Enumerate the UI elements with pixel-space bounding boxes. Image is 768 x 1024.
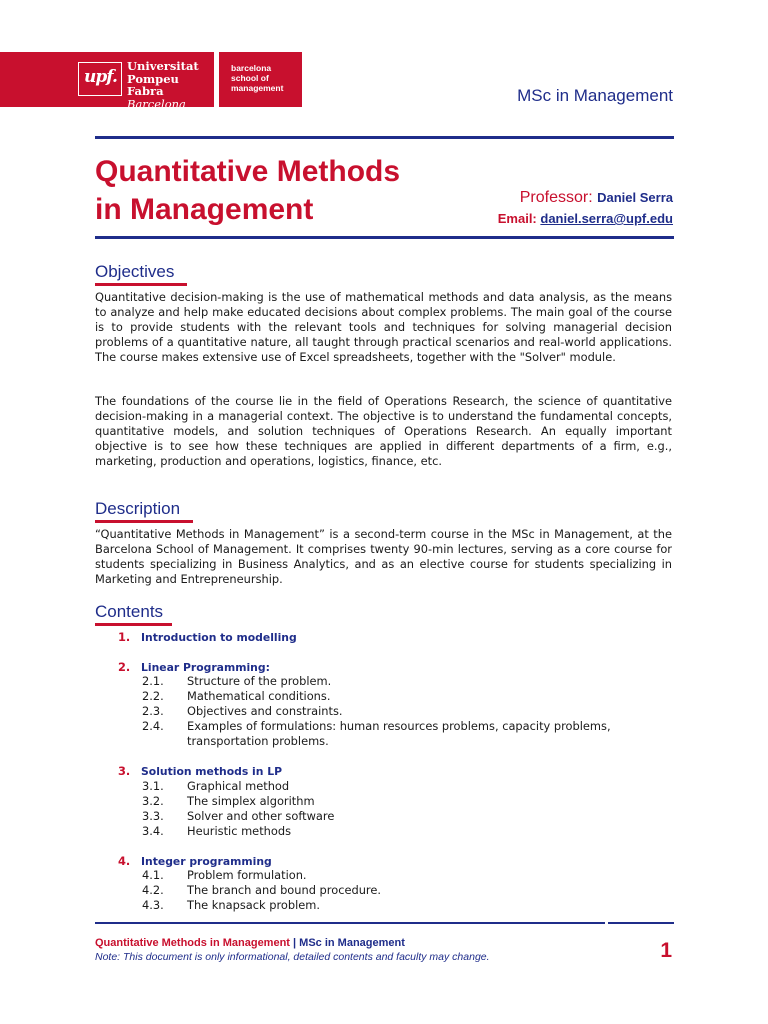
item-title: Integer programming xyxy=(141,855,272,868)
upf-name-line3: Barcelona xyxy=(127,96,186,111)
footer-title xyxy=(95,937,405,949)
subitem-number: 2.2. xyxy=(142,689,164,703)
objectives-heading: Objectives xyxy=(95,262,175,281)
bsm-line3: management xyxy=(231,83,284,93)
item-number: 2. xyxy=(118,660,131,674)
item-number: 1. xyxy=(118,630,131,644)
footer-program: MSc in Management xyxy=(299,937,405,949)
footer-course: Quantitative Methods in Management xyxy=(95,937,290,949)
subitem-text: Problem formulation. xyxy=(187,868,307,882)
professor-info xyxy=(520,189,673,207)
subitem-text: Heuristic methods xyxy=(187,824,292,838)
subitem-text: The branch and bound procedure. xyxy=(187,883,381,897)
title-divider xyxy=(95,236,674,239)
subitem-number: 4.2. xyxy=(142,883,164,897)
contents-item-number xyxy=(118,854,130,869)
contents-item-number xyxy=(118,764,130,779)
contents-heading: Contents xyxy=(95,602,164,621)
contents-item-title xyxy=(141,854,272,869)
subitem-number: 2.4. xyxy=(142,719,164,733)
upf-name xyxy=(127,60,214,110)
upf-name-line1: Universitat xyxy=(127,59,199,73)
objectives-paragraph-2: The foundations of the course lie in the field of Operations Research, the science of quantitative decision-making in a managerial context. The objective is to understand the fundamental concepts, quantitative models, and solution techniques of Operations Research. An equally important objective is to see how these techniques are applied in different departments of a firm, e.g., marketing, production and operations, logistics, finance, etc. xyxy=(95,394,672,468)
subitem-number: 4.3. xyxy=(142,898,164,912)
footer-divider xyxy=(95,922,605,924)
subitem-number: 3.1. xyxy=(142,779,164,793)
item-number: 4. xyxy=(118,854,131,868)
objectives-paragraph-1: Quantitative decision-making is the use of mathematical methods and data analysis, as the means to analyze and help make educated decisions about complex problems. The main goal of the course is to provide students with the relevant tools and techniques for solving managerial decision problems of a quantitative nature, all taught through practical scenarios and real-world applications. The course makes extensive use of Excel spreadsheets, together with the "Solver" module. xyxy=(95,290,672,364)
subitem-number: 3.4. xyxy=(142,824,164,838)
professor-name: Daniel Serra xyxy=(597,190,673,205)
upf-logo-text: upf. xyxy=(84,67,117,87)
bsm-line2: school of xyxy=(231,73,269,83)
contents-underline xyxy=(95,623,172,626)
header-divider xyxy=(95,136,674,139)
subitem-number: 2.3. xyxy=(142,704,164,718)
subitem-number: 2.1. xyxy=(142,674,164,688)
course-title xyxy=(95,153,400,229)
item-title: Linear Programming: xyxy=(141,661,270,674)
professor-label: Professor: xyxy=(519,189,593,206)
email-link[interactable]: daniel.serra@upf.edu xyxy=(540,211,673,226)
upf-name-line2: Pompeu Fabra xyxy=(127,71,179,98)
subitem-text: The knapsack problem. xyxy=(187,898,320,912)
item-title: Introduction to modelling xyxy=(141,631,297,644)
item-title: Solution methods in LP xyxy=(141,765,282,778)
description-paragraph: “Quantitative Methods in Management” is a second-term course in the MSc in Management, at the Barcelona School of Management. It comprises twenty 90-min lectures, serving as a core course for students specializing in Business Analytics, and as an elective course for students specializing in Marketing and Entrepreneurship. xyxy=(95,527,672,586)
description-heading: Description xyxy=(95,499,181,518)
footer-separator: | xyxy=(293,937,297,949)
course-title-line1: Quantitative Methods xyxy=(95,155,401,188)
footer-note: Note: This document is only informational, detailed contents and faculty may change. xyxy=(95,951,490,963)
course-title-line2: in Management xyxy=(95,193,314,226)
item-number: 3. xyxy=(118,764,131,778)
subitem-text: Graphical method xyxy=(187,779,290,793)
upf-logo xyxy=(0,52,214,111)
footer-divider-short xyxy=(608,922,674,924)
page-number: 1 xyxy=(660,939,672,962)
upf-logo-mark xyxy=(78,62,122,96)
description-underline xyxy=(95,520,193,523)
bsm-logo xyxy=(219,52,302,107)
objectives-underline xyxy=(95,283,187,286)
contents-item-title xyxy=(141,630,297,645)
subitem-number: 4.1. xyxy=(142,868,164,882)
contents-item-title xyxy=(141,660,270,675)
subitem-number: 3.3. xyxy=(142,809,164,823)
email-info xyxy=(498,211,673,226)
contents-item-number xyxy=(118,630,130,645)
subitem-text: Mathematical conditions. xyxy=(187,689,331,703)
subitem-text: Solver and other software xyxy=(187,809,335,823)
contents-item-number xyxy=(118,660,130,675)
subitem-text: Objectives and constraints. xyxy=(187,704,343,718)
subitem-text: Examples of formulations: human resources problems, capacity problems, transportation problems. xyxy=(187,719,611,748)
bsm-line1: barcelona xyxy=(231,63,272,73)
subitem-text: The simplex algorithm xyxy=(187,794,315,808)
subitem-text: Structure of the problem. xyxy=(187,674,332,688)
program-name: MSc in Management xyxy=(517,86,673,105)
contents-item-title xyxy=(141,764,282,779)
email-label: Email: xyxy=(497,211,537,226)
subitem-number: 3.2. xyxy=(142,794,164,808)
